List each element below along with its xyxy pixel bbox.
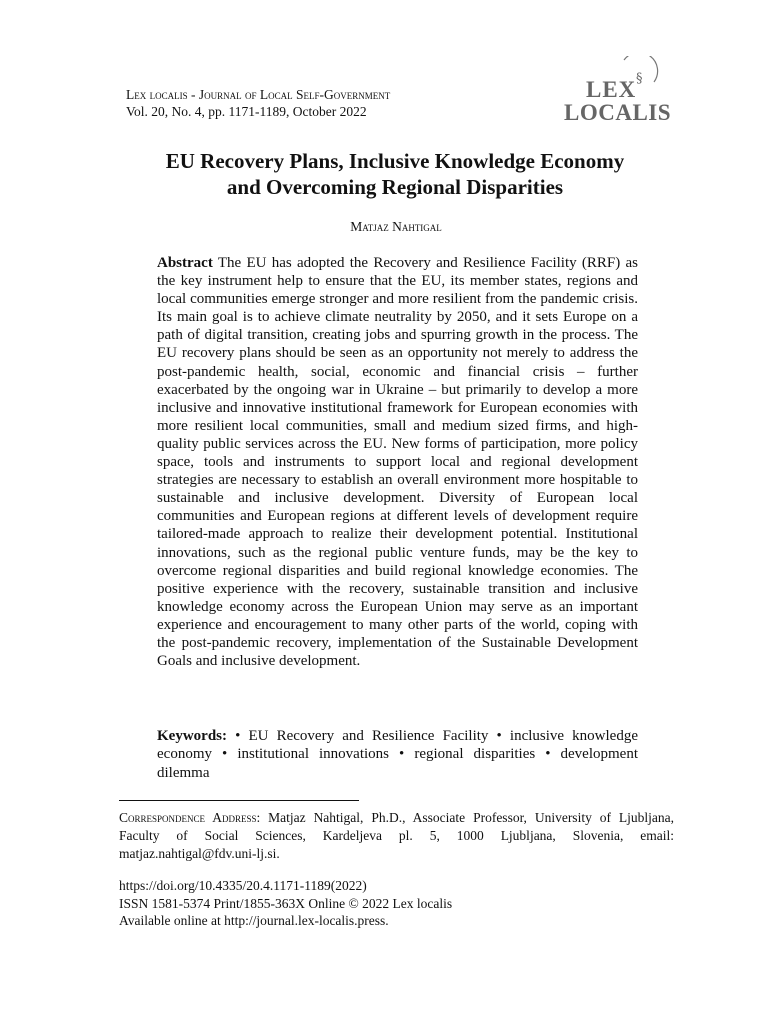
keywords — [157, 727, 638, 782]
doi-link[interactable]: https://doi.org/10.4335/20.4.1171-1189(2022) — [119, 878, 367, 893]
online-availability[interactable]: Available online at http://journal.lex-localis.press. — [119, 913, 389, 928]
section-symbol-icon: § — [636, 71, 643, 86]
abstract-text: The EU has adopted the Recovery and Resilience Facility (RRF) as the key instrument help to ensure that the EU, its member states, regions and local communities emerge stronger and more resilient from the pandemic crisis. Its main goal is to achieve climate neutrality by 2050, and it sets Europe on a path of digital transition, creating jobs and spurring growth in the process. The EU recovery plans should be seen as an opportunity not merely to address the post-pandemic health, social, economic and financial crisis – further exacerbated by the ongoing war in Ukraine – but primarily to develop a more inclusive and innovative institutional framework for European economies with more resilient local communities, small and medium sized firms, and high-quality public services across the EU. New forms of participation, more policy space, tools and instruments to support local and regional development strategies are necessary to establish an overall environment more hospitable to sustainable and inclusive development. Diversity of European local communities and European regions at different levels of development require tailored-made approach to realize their development potential. Institutional innovations, such as the regional public venture funds, may be the key to overcome regional disparities and build regional knowledge economies. The positive experience with the recovery, sustainable transition and inclusive knowledge economy across the European Union may serve as an important experience and encouragement to many other parts of the world, coping with the post-pandemic recovery, implementation of the Sustainable Development Goals and inclusive development. — [157, 255, 639, 670]
correspondence-text: Matjaz Nahtigal, Ph.D., Associate Professor, University of Ljubljana, Faculty of Social Sciences, Kardeljeva pl. 5, 1000 Ljubljana, Slovenia, email: matjaz.nahtigal@fdv.uni-lj.si. — [119, 810, 675, 861]
publication-info — [119, 877, 674, 930]
journal-name: Lex localis - Journal of Local Self-Government — [126, 87, 391, 102]
abstract-label: Abstract — [157, 255, 213, 271]
correspondence-label: Correspondence Address: — [119, 810, 261, 825]
keywords-text: • EU Recovery and Resilience Facility • inclusive knowledge economy • institutional innovations • regional disparities • development dilemma — [157, 728, 639, 781]
volume-info: Vol. 20, No. 4, pp. 1171-1189, October 2022 — [126, 104, 367, 119]
lex-localis-logo-icon — [562, 56, 672, 126]
title-line-1: EU Recovery Plans, Inclusive Knowledge Economy — [165, 149, 625, 173]
keywords-label: Keywords: — [157, 728, 227, 744]
title-line-2: and Overcoming Regional Disparities — [226, 175, 564, 199]
journal-logo — [562, 56, 672, 126]
svg-text:LOCALIS: LOCALIS — [564, 100, 672, 125]
abstract — [157, 254, 638, 670]
author-name: Matjaz Nahtigal — [350, 219, 442, 234]
correspondence-address — [119, 809, 674, 862]
svg-text:LEX: LEX — [586, 77, 637, 102]
journal-header — [126, 86, 546, 120]
issn-line: ISSN 1581-5374 Print/1855-363X Online © 2022 Lex localis — [119, 895, 453, 911]
article-title — [100, 148, 690, 200]
footnote-divider — [119, 800, 359, 801]
